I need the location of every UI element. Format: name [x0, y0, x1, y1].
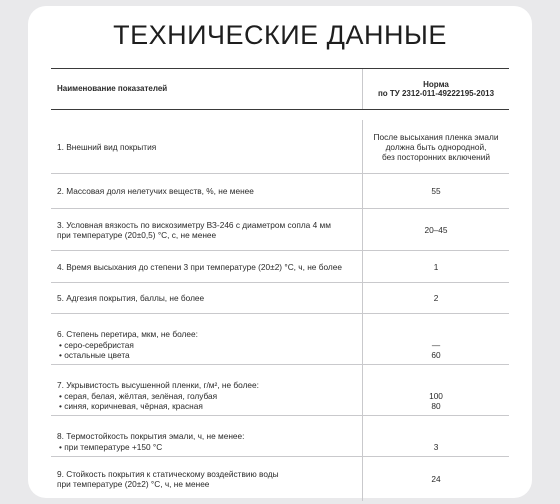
row-value: 24 — [431, 474, 441, 484]
table-row — [51, 174, 509, 209]
table-row — [51, 416, 509, 457]
table-row — [51, 251, 509, 283]
page-title: ТЕХНИЧЕСКИЕ ДАННЫЕ — [113, 20, 447, 50]
header-norm-column — [363, 69, 509, 109]
row-name: 2. Массовая доля нелетучих веществ, %, не менее — [51, 174, 363, 208]
table-row — [51, 365, 509, 416]
spec-table — [51, 68, 509, 501]
row-name: 4. Время высыхания до степени 3 при температуре (20±2) °С, ч, не более — [51, 251, 363, 282]
table-row — [51, 120, 509, 174]
row-value: После высыхания пленка эмали должна быть однородной, без посторонних включений — [373, 131, 499, 162]
table-row — [51, 314, 509, 365]
header-norm-label: Норма — [423, 79, 449, 89]
row-name: 5. Адгезия покрытия, баллы, не более — [51, 283, 363, 313]
row-name: 9. Стойкость покрытия к статическому воздействию воды при температуре (20±2) °С, ч, не менее — [51, 457, 363, 501]
row-value: 55 — [431, 186, 441, 196]
row-value: 2 — [433, 293, 439, 303]
row-name: 8. Термостойкость покрытия эмали, ч, не менее: • при температуре +150 °С — [51, 416, 363, 456]
row-name: 6. Степень перетира, мкм, не более: • серо-серебристая • остальные цвета — [51, 314, 363, 364]
row-value: 1 — [433, 261, 439, 272]
row-name: 3. Условная вязкость по вискозиметру ВЗ-246 с диаметром сопла 4 мм при температуре (20±0,5) °С, с, не менее — [51, 209, 363, 250]
row-value: — 60 — [431, 340, 441, 360]
header-norm-spec: по ТУ 2312-011-49222195-2013 — [377, 89, 495, 98]
header-name-column — [51, 69, 363, 109]
row-value: 100 80 — [429, 391, 443, 411]
row-value: 3 — [433, 442, 439, 452]
table-row — [51, 457, 509, 501]
table-header — [51, 68, 509, 110]
table-row — [51, 209, 509, 251]
row-name: 7. Укрывистость высушенной пленки, г/м², не более: • серая, белая, жёлтая, зелёная, голубая • синяя, коричневая, чёрная, красная — [51, 365, 363, 415]
header-name-label: Наименование показателей — [57, 84, 168, 93]
row-name: 1. Внешний вид покрытия — [51, 120, 363, 173]
spec-card — [28, 6, 532, 498]
row-value: 20–45 — [424, 224, 448, 235]
table-row — [51, 283, 509, 314]
